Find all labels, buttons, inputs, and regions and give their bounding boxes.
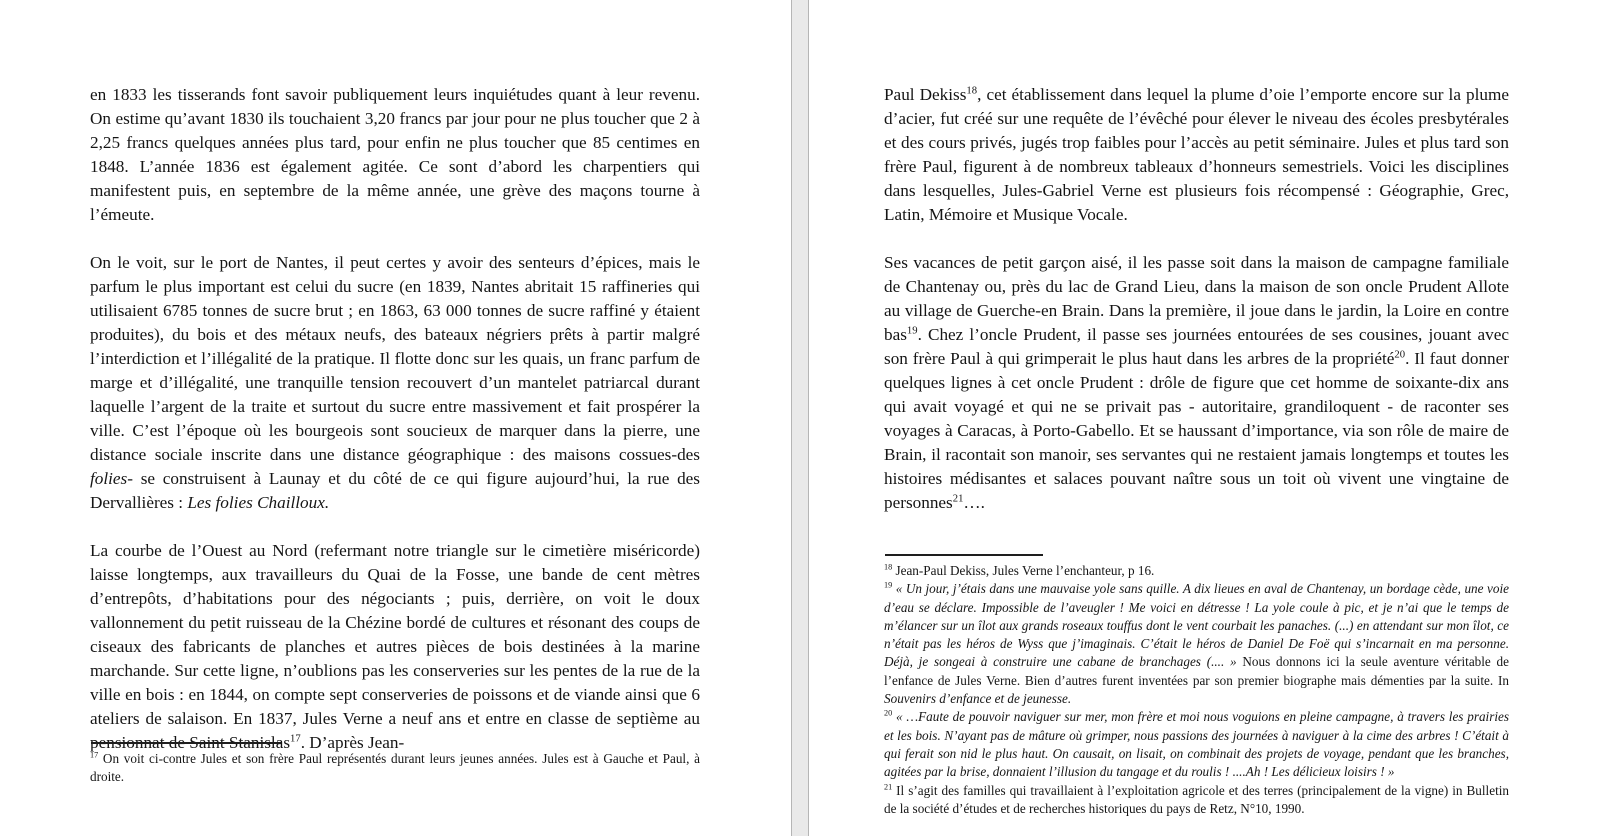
footnote-number: 21: [884, 782, 893, 792]
text-run: Paul Dekiss: [884, 85, 967, 104]
text-run: « …Faute de pouvoir naviguer sur mer, mon frère et moi nous voguions en pleine campagne, à travers les prairies et les bois. N’ayant pas de mâture où grimper, nous passions des journées à naviguer à la cime des arbres ! C’était à qui ferait son nid le plus haut. On causait, on lisait, on combinait des projets de voyage, pendant que les branches, agitées par la brise, donnaient l’illusion du tangage et du roulis ! ....Ah ! Les délicieux loisirs ! »: [884, 709, 1509, 780]
text-run: Ses vacances de petit garçon aisé, il les passe soit dans la maison de campagne familiale de Chantenay ou, près du lac de Grand Lieu, dans la maison de son oncle Prudent Allote au village de Guerche-en Brain. Dans la première, il joue dans le jardin, la Loire en contre bas: [884, 253, 1509, 344]
text-run: « Un jour, j’étais dans une mauvaise yole sans quille. A dix lieues en aval de Chantenay, un bordage cède, une voie d’eau se déclare. Impossible de l’aveugler ! Me voici en détresse ! La yole coule à pic, et je n’ai que le temps de m’élancer sur un îlot aux grands roseaux touffus dont le vent courbait les panaches. (...) en attendant sur mon îlot, ce n’était pas les héros de Wyss que j’imaginais. C’était le héros de Daniel De Foë qui s’incarnait en ma personne. Déjà, je songeai à construire une cabane de branchages (.... »: [884, 581, 1509, 670]
footnote-separator: [91, 742, 281, 744]
footnote-separator: [885, 554, 1043, 556]
text-run: . D’après Jean-: [300, 733, 405, 752]
text-run: , cet établissement dans lequel la plume d’oie l’emporte encore sur la plume d’acier, fut créé sur une requête de l’évêché pour élever le niveau des écoles presbytérales et des cours privés, jugés trop faibles pour l’accès au petit séminaire. Jules et plus tard son frère Paul, figurent à de nombreux tableaux d’honneurs semestriels. Voici les disciplines dans lesquelles, Jules-Gabriel Verne est plusieurs fois récompensé : Géographie, Grec, Latin, Mémoire et Musique Vocale.: [884, 85, 1509, 224]
text-run: en 1833 les tisserands font savoir publiquement leurs inquiétudes quant à leur revenu. On estime qu’avant 1830 ils touchaient 3,20 francs par jour pour ne plus toucher que 2 à 2,25 francs quelques années plus tard, pour enfin ne plus toucher que 85 centimes en 1848. L’année 1836 est également agitée. Ce sont d’abord les charpentiers qui manifestent puis, en septembre de la même année, une grève des maçons tourne à l’émeute.: [90, 85, 700, 224]
footnote-number: 19: [884, 580, 893, 590]
paragraph: [90, 251, 700, 515]
paragraph: [884, 83, 1509, 227]
text-run: Jean-Paul Dekiss, Jules Verne l’enchanteur, p 16.: [892, 563, 1155, 578]
text-run: Nous donnons ici la seule aventure véritable de l’enfance de Jules Verne. Bien d’autres furent inventées par son premier biographe mais démenties par la suite. In: [884, 654, 1509, 688]
text-run: On le voit, sur le port de Nantes, il peut certes y avoir des senteurs d’épices, mais le parfum le plus important est celui du sucre (en 1839, Nantes abritait 15 raffineries qui utilisaient 6785 tonnes de sucre brut ; en 1863, 63 000 tonnes de sucre raffiné y étaient produites), du bois et des métaux neufs, des bateaux négriers prêts à partir malgré l’interdiction et l’illégalité de la pratique. Il flotte donc sur les quais, un franc parfum de marge et d’illégalité, une tranquille tension recouvert d’un mantelet patriarcal durant laquelle l’argent de la traite et surtout du sucre entre massivement et fait prospérer la ville. C’est l’époque où les bourgeois sont soucieux de marquer dans la pierre, une distance sociale inscrite dans une distance géographique : des maisons cossues-des: [90, 253, 700, 464]
footnote: [884, 708, 1509, 781]
left-page-body-text: [90, 83, 700, 779]
footnote: [884, 562, 1509, 580]
footnote-reference: 19: [906, 325, 918, 337]
footnote-reference: 20: [1394, 349, 1406, 361]
footnote-reference: 17: [290, 733, 301, 745]
paragraph: [884, 251, 1509, 515]
text-run: - se construisent à Launay et du côté de ce qui figure aujourd’hui, la rue des Dervallières :: [90, 469, 700, 512]
text-run: . Chez l’oncle Prudent, il passe ses journées entourées de ses cousines, jouant avec son frère Paul à qui grimperait le plus haut dans les arbres de la propriété: [884, 325, 1509, 368]
paragraph: [90, 83, 700, 227]
text-run: Il s’agit des familles qui travaillaient à l’exploitation agricole et des terres (principalement de la vigne) in Bulletin de la société d’études et de recherches historiques du pays de Retz, N°10, 1990.: [884, 782, 1509, 816]
document-page-left: [0, 0, 791, 836]
text-run: folies: [90, 469, 128, 488]
right-page-footnotes: [884, 554, 1509, 818]
document-page-right: [809, 0, 1600, 836]
text-run: Les folies Chailloux.: [187, 493, 330, 512]
footnote-number: 17: [90, 750, 99, 760]
footnote-reference: 18: [966, 85, 978, 97]
text-run: Souvenirs d’enfance et de jeunesse.: [884, 691, 1072, 707]
text-run: . Il faut donner quelques lignes à cet oncle Prudent : drôle de figure que cet homme de soixante-dix ans qui avait voyagé et qui ne se privait pas - autoritaire, grandiloquent - de raconter ses voyages à Caracas, à Porto-Gabello. Et se haussant d’importance, via son rôle de maire de Brain, il racontait son manoir, ses servantes qui ne restaient jamais longtemps et toutes les histoires médisantes et salaces pouvant naître sous un toit où vivent une vingtaine de personnes: [884, 349, 1509, 512]
text-run: La courbe de l’Ouest au Nord (refermant notre triangle sur le cimetière miséricorde) laisse longtemps, aux travailleurs du Quai de la Fosse, une bande de cent mètres d’entrepôts, d’habitations pour des négociants ; puis, derrière, on voit le doux vallonnement du petit ruisseau de la Chézine bordé de cultures et résonant des coups de ciseaux des fabricants de planches et autres pièces de bois destinées à la marine marchande. Sur cette ligne, n’oublions pas les conserveries sur les pentes de la rue de la ville en bois : en 1844, on compte sept conserveries de poissons et de viande ainsi que 6 ateliers de salaison. En 1837, Jules Verne a neuf ans et entre en classe de septième au pensionnat de Saint Stanislas: [90, 541, 700, 752]
footnote-list: [884, 562, 1509, 818]
paragraph: [90, 539, 700, 755]
footnote: [884, 580, 1509, 708]
text-run: ….: [963, 493, 985, 512]
footnote: [884, 782, 1509, 819]
left-page-footnotes: [90, 742, 700, 787]
text-run: On voit ci-contre Jules et son frère Paul représentés durant leurs jeunes années. Jules est à Gauche et Paul, à droite.: [90, 751, 700, 785]
page-gap-divider: [791, 0, 809, 836]
footnote: [90, 750, 700, 787]
right-page-body-text: [884, 83, 1509, 539]
footnote-reference: 21: [952, 493, 964, 505]
footnote-number: 18: [884, 562, 893, 572]
footnote-list: [90, 750, 700, 787]
footnote-number: 20: [884, 708, 893, 718]
